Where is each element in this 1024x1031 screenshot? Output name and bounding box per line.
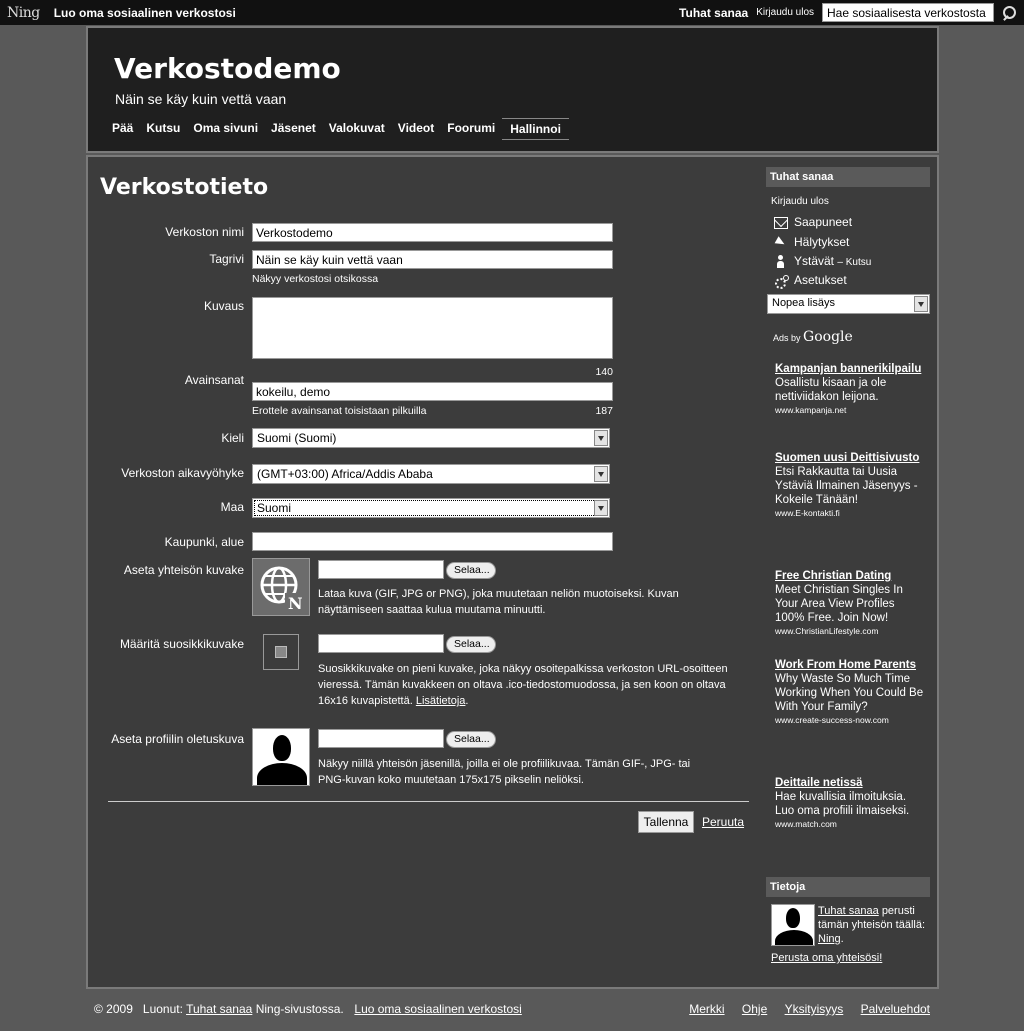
search-input[interactable] xyxy=(822,3,994,22)
nav-item-forum[interactable]: Foorumi xyxy=(447,121,496,135)
footer-created-by: Luonut: xyxy=(142,1002,183,1016)
creator-avatar[interactable] xyxy=(771,904,815,946)
ad-url[interactable]: www.ChristianLifestyle.com xyxy=(775,626,879,636)
profile-image-label: Aseta profiilin oletuskuva xyxy=(111,732,244,746)
city-input[interactable] xyxy=(252,532,613,551)
ads-by-google xyxy=(773,329,853,345)
ad-title[interactable]: Work From Home Parents xyxy=(775,659,917,671)
gear-icon xyxy=(774,275,788,287)
footer-link-help[interactable]: Ohje xyxy=(741,1002,768,1016)
about-ning-link[interactable]: Ning xyxy=(818,933,841,945)
network-name-input[interactable] xyxy=(252,223,613,242)
tagline-input[interactable] xyxy=(252,250,613,269)
save-button[interactable]: Tallenna xyxy=(638,811,694,833)
ad-item[interactable] xyxy=(775,570,925,636)
nav-item-videos[interactable]: Videot xyxy=(397,121,435,135)
ad-url[interactable]: www.E-kontakti.fi xyxy=(775,508,840,518)
sidebar-about-head: Tietoja xyxy=(766,877,930,897)
nav-item-home[interactable]: Pää xyxy=(112,121,134,135)
ad-url[interactable]: www.match.com xyxy=(775,819,837,829)
favicon-description-text: Suosikkikuvake on pieni kuvake, joka näkyy osoitepalkissa verkoston URL-osoitteen vieressä. Tämän kuvakkeen on oltava .ico-tiedostomuodossa, ja sen koon on oltava 16x16 kuvapistettä. xyxy=(318,663,728,707)
favicon-period: . xyxy=(465,695,469,707)
sidebar-invite-link[interactable]: – Kutsu xyxy=(837,257,872,268)
profile-image-file-input[interactable] xyxy=(318,729,444,748)
chevron-down-icon[interactable] xyxy=(594,500,608,516)
nav-item-my-page[interactable]: Oma sivuni xyxy=(193,121,259,135)
footer-link-terms[interactable]: Palveluehdot xyxy=(860,1002,930,1016)
about-description: perusti tämän yhteisön täällä: xyxy=(818,905,926,931)
ad-url[interactable]: www.kampanja.net xyxy=(775,405,847,415)
community-image-description: Lataa kuva (GIF, JPG or PNG), joka muutetaan neliön muotoiseksi. Kuvan näyttämiseen saattaa kulua muutama minuutti. xyxy=(318,588,679,616)
main-panel xyxy=(86,155,939,989)
top-bar-right xyxy=(679,3,1018,22)
nav-item-members[interactable]: Jäsenet xyxy=(271,121,316,135)
nav-item-manage[interactable]: Hallinnoi xyxy=(502,118,569,140)
ad-text: Why Waste So Much Time Working When You Could Be With Your Family? xyxy=(775,673,924,713)
about-text xyxy=(818,904,928,946)
favicon-icon xyxy=(275,646,287,658)
sidebar-friends-link[interactable]: Ystävät xyxy=(794,254,835,268)
description-textarea[interactable] xyxy=(252,297,613,359)
nav-item-invite[interactable]: Kutsu xyxy=(146,121,181,135)
ad-title[interactable]: Free Christian Dating xyxy=(775,570,892,582)
community-image-preview xyxy=(252,558,310,616)
network-name-label: Verkoston nimi xyxy=(165,225,244,239)
community-image-label: Aseta yhteisön kuvake xyxy=(123,563,244,577)
site-header xyxy=(86,26,939,153)
footer-link-privacy[interactable]: Yksityisyys xyxy=(784,1002,844,1016)
ad-title[interactable]: Kampanjan bannerikilpailu xyxy=(775,363,922,375)
profile-image-browse-button[interactable]: Selaa... xyxy=(446,731,496,748)
ad-text: Etsi Rakkautta tai Uusia Ystäviä Ilmainen Jäsenyys - Kokeile Tänään! xyxy=(775,466,918,506)
favicon-description xyxy=(318,661,743,709)
default-avatar-body xyxy=(257,763,307,786)
svg-text:N: N xyxy=(288,594,303,613)
start-own-community-link[interactable]: Perusta oma yhteisösi! xyxy=(771,952,883,964)
cancel-link[interactable]: Peruuta xyxy=(702,815,745,829)
favicon-label: Määritä suosikkikuvake xyxy=(119,637,244,651)
ad-title[interactable]: Suomen uusi Deittisivusto xyxy=(775,452,920,464)
mail-icon xyxy=(774,217,788,229)
main-nav xyxy=(112,118,582,140)
sidebar-logout-link[interactable]: Kirjaudu ulos xyxy=(771,196,829,207)
create-network-link[interactable]: Luo oma sosiaalinen verkostosi xyxy=(53,5,236,20)
ad-url[interactable]: www.create-success-now.com xyxy=(775,715,889,725)
footer xyxy=(94,1002,522,1016)
community-image-browse-button[interactable]: Selaa... xyxy=(446,562,496,579)
form-divider xyxy=(108,801,749,802)
country-select-value: Suomi xyxy=(257,501,292,515)
timezone-select-value: (GMT+03:00) Africa/Addis Ababa xyxy=(257,467,433,481)
ad-item[interactable] xyxy=(775,363,925,415)
community-image-file-input[interactable] xyxy=(318,560,444,579)
profile-image-description: Näkyy niillä yhteisön jäsenillä, joilla ei ole profiilikuvaa. Tämän GIF-, JPG- tai PNG-kuvan koko muutetaan 175x175 pikselin neliöksi. xyxy=(318,758,691,786)
footer-copyright: © 2009 xyxy=(94,1002,133,1016)
ad-text: Hae kuvallisia ilmoituksia. Luo oma profiili ilmaiseksi. xyxy=(775,791,910,817)
globe-icon xyxy=(253,559,309,615)
favicon-file-input[interactable] xyxy=(318,634,444,653)
tagline-label: Tagrivi xyxy=(209,252,244,266)
avatar-body xyxy=(775,930,813,946)
site-tagline: Näin se käy kuin vettä vaan xyxy=(115,91,287,107)
city-label: Kaupunki, alue xyxy=(164,535,244,549)
ad-item[interactable] xyxy=(775,659,925,725)
chevron-down-icon[interactable] xyxy=(914,296,928,312)
ad-title[interactable]: Deittaile netissä xyxy=(775,777,863,789)
country-label: Maa xyxy=(220,500,244,514)
ads-by-text: Ads by xyxy=(773,333,801,343)
default-avatar-icon xyxy=(273,735,291,761)
language-label: Kieli xyxy=(221,431,244,445)
chevron-down-icon[interactable] xyxy=(594,466,608,482)
tagline-hint: Näkyy verkostosi otsikossa xyxy=(252,273,379,285)
about-creator-link[interactable]: Tuhat sanaa xyxy=(818,905,879,917)
ad-item[interactable] xyxy=(775,452,925,518)
ad-text: Osallistu kisaan ja ole nettiviidakon leijona. xyxy=(775,377,887,403)
keywords-hint: Erottele avainsanat toisistaan pilkuilla xyxy=(252,405,427,417)
description-label: Kuvaus xyxy=(203,299,244,313)
logout-link[interactable]: Kirjaudu ulos xyxy=(756,7,814,18)
ning-logo[interactable]: Ning xyxy=(7,4,40,21)
language-select[interactable] xyxy=(252,428,610,448)
footer-create-network-link[interactable]: Luo oma sosiaalinen verkostosi xyxy=(354,1002,522,1016)
quick-add-select[interactable] xyxy=(767,294,930,314)
footer-links xyxy=(675,1002,930,1016)
favicon-preview xyxy=(263,634,299,670)
person-icon xyxy=(774,255,788,267)
user-link[interactable]: Tuhat sanaa xyxy=(679,5,749,20)
sidebar-alerts-link[interactable]: Hälytykset xyxy=(794,235,850,249)
language-select-value: Suomi (Suomi) xyxy=(257,431,337,445)
chevron-down-icon[interactable] xyxy=(594,430,608,446)
alert-icon xyxy=(774,237,788,249)
sidebar-inbox-link[interactable]: Saapuneet xyxy=(794,215,853,229)
timezone-label: Verkoston aikavyöhyke xyxy=(121,466,244,480)
footer-creator-link[interactable]: Tuhat sanaa xyxy=(186,1002,253,1016)
description-counter: 140 xyxy=(595,366,613,378)
sidebar-user-head: Tuhat sanaa xyxy=(766,167,930,187)
favicon-browse-button[interactable]: Selaa... xyxy=(446,636,496,653)
quick-add-value: Nopea lisäys xyxy=(772,297,835,309)
about-period: . xyxy=(840,933,844,945)
keywords-input[interactable] xyxy=(252,382,613,401)
footer-ning-text: Ning-sivustossa. xyxy=(255,1002,344,1016)
avatar-icon xyxy=(786,908,800,928)
profile-image-preview xyxy=(252,728,310,786)
search-icon[interactable] xyxy=(1000,4,1018,22)
keywords-counter: 187 xyxy=(595,405,613,417)
google-logo[interactable]: Google xyxy=(803,329,853,345)
sidebar-settings-link[interactable]: Asetukset xyxy=(794,273,847,287)
favicon-more-link[interactable]: Lisätietoja xyxy=(415,695,466,707)
keywords-label: Avainsanat xyxy=(184,373,244,387)
page-title: Verkostotieto xyxy=(100,175,269,200)
top-bar xyxy=(0,0,1024,25)
ad-text: Meet Christian Singles In Your Area View Profiles 100% Free. Join Now! xyxy=(775,584,903,624)
ad-item[interactable] xyxy=(775,777,925,829)
timezone-select[interactable] xyxy=(252,464,610,484)
footer-link-badge[interactable]: Merkki xyxy=(689,1002,725,1016)
site-title[interactable]: Verkostodemo xyxy=(114,52,341,85)
sidebar-friends xyxy=(794,254,871,268)
nav-item-photos[interactable]: Valokuvat xyxy=(328,121,385,135)
country-select[interactable] xyxy=(252,498,610,518)
